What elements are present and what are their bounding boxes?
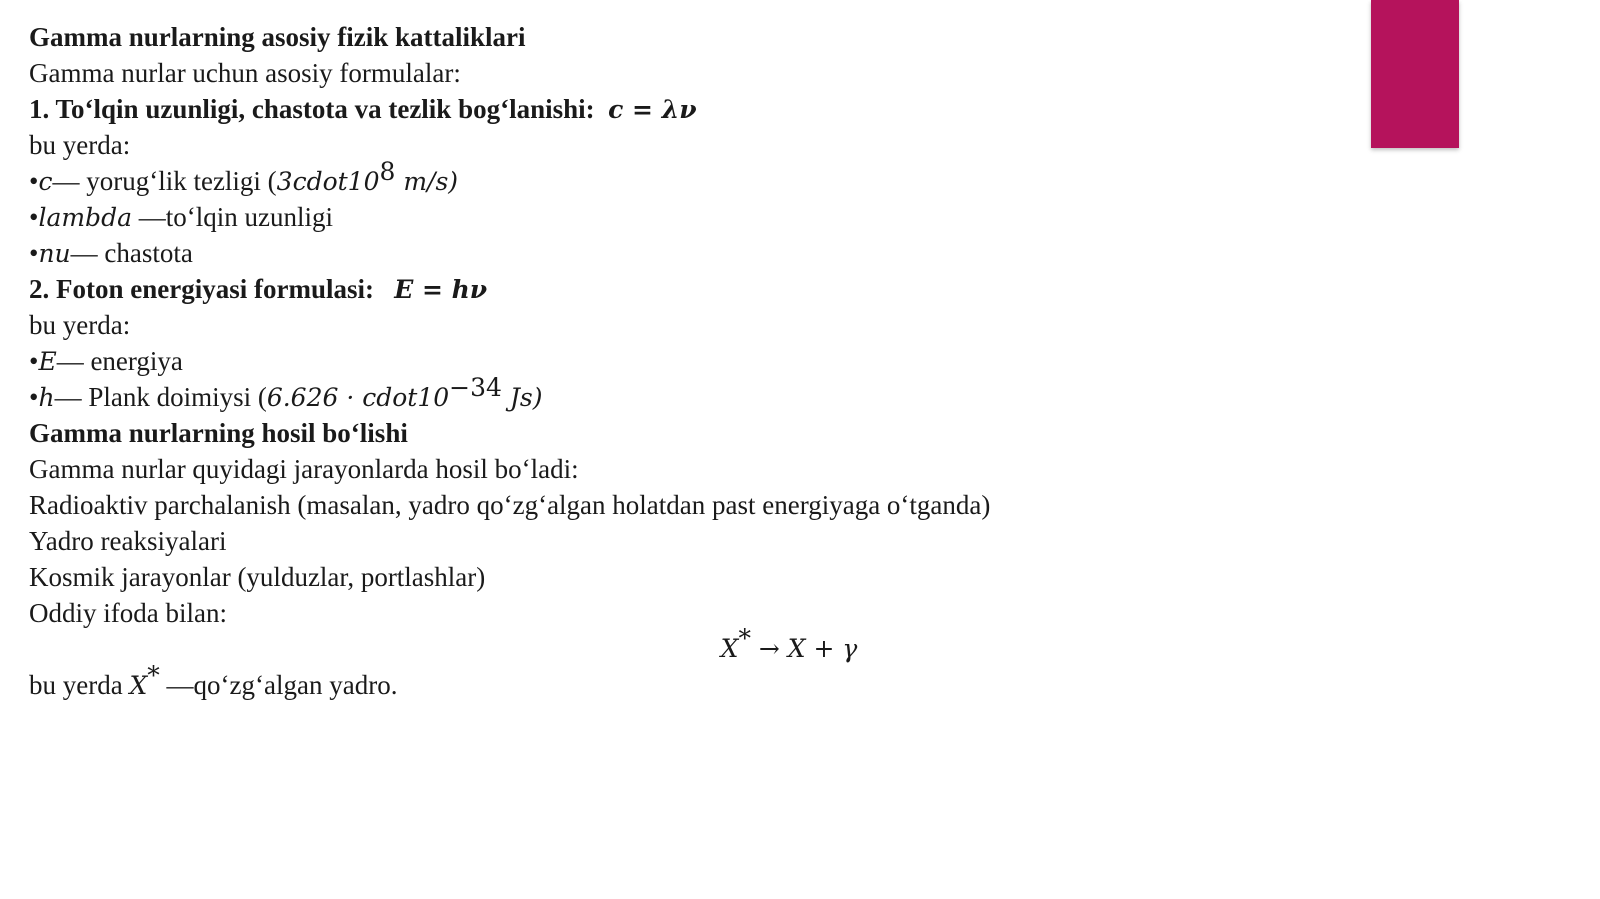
accent-bar xyxy=(1371,0,1459,148)
bullet-text: — chastota xyxy=(70,238,193,268)
bullet-text: — yorug‘lik tezligi ( xyxy=(52,166,277,196)
bullet-speed-of-light: •c— yorug‘lik tezligi ($3cdot10^8$ m/s) xyxy=(29,157,459,196)
equation-lhs-sup: * xyxy=(738,624,751,653)
closing-symbol: X xyxy=(129,671,148,700)
bullet-tail: m/s) xyxy=(395,167,459,196)
section-photon-energy-formula: E = hν xyxy=(394,275,488,304)
text-line: Oddiy ifoda bilan: xyxy=(29,598,227,628)
bullet-energy: •E— energiya xyxy=(29,346,183,376)
closing-text xyxy=(29,661,1329,703)
bullet-text: —to‘lqin uzunligi xyxy=(138,202,333,232)
bullet-math: 6.626 · cdot10 xyxy=(266,383,450,412)
bullet-symbol: h xyxy=(38,383,55,412)
bullet-text: — Plank doimiysi ( xyxy=(54,382,267,412)
decay-equation xyxy=(29,624,1549,667)
section-photon-energy-label: 2. Foton energiyasi formulasi: xyxy=(29,274,374,304)
slide-content xyxy=(29,19,1329,703)
section-wavelength xyxy=(29,91,1329,127)
equation-lhs: X xyxy=(720,634,739,663)
text-line: Gamma nurlar quyidagi jarayonlarda hosil bo‘ladi: xyxy=(29,454,579,484)
bullet-tail: Js) xyxy=(501,383,543,412)
bullet-symbol: lambda xyxy=(38,203,132,232)
heading-gamma-origin: Gamma nurlarning hosil bo‘lishi xyxy=(29,418,408,448)
heading-physical-quantities: Gamma nurlarning asosiy fizik kattaliklari xyxy=(29,22,526,52)
where-label-2: bu yerda: xyxy=(29,310,131,340)
bullet-symbol: nu xyxy=(38,239,71,268)
section-wavelength-formula: c = λν xyxy=(608,95,697,124)
text-line: Kosmik jarayonlar (yulduzlar, portlashlar) xyxy=(29,562,486,592)
where-label-1: bu yerda: xyxy=(29,130,131,160)
bullet-text: — energiya xyxy=(56,346,183,376)
text-line: Yadro reaksiyalari xyxy=(29,526,227,556)
closing-prefix: bu yerda xyxy=(29,670,130,700)
intro-text: Gamma nurlar uchun asosiy formulalar: xyxy=(29,58,461,88)
bullet-symbol: c xyxy=(38,167,53,196)
equation-arrow: → xyxy=(750,634,788,663)
bullet-planck: •h— Plank doimiysi ($6.626 \cdot cdot10^{-34}$ Js) xyxy=(29,373,543,412)
closing-sup: * xyxy=(147,661,160,690)
bullet-frequency: •nu— chastota xyxy=(29,238,193,268)
bullet-symbol: E xyxy=(38,347,57,376)
bullet-math: 3cdot10 xyxy=(276,167,380,196)
bullet-wavelength: •lambda —to‘lqin uzunligi xyxy=(29,202,333,232)
equation-rhs: X + γ xyxy=(787,634,858,663)
bullet-exponent: −34 xyxy=(449,373,502,402)
bullet-exponent: 8 xyxy=(379,157,396,186)
section-photon-energy xyxy=(29,271,1329,307)
closing-suffix: —qo‘zg‘algan yadro. xyxy=(159,670,398,700)
section-wavelength-label: 1. To‘lqin uzunligi, chastota va tezlik bog‘lanishi: xyxy=(29,94,595,124)
text-line: Radioaktiv parchalanish (masalan, yadro qo‘zg‘algan holatdan past energiyaga o‘tganda) xyxy=(29,490,991,520)
